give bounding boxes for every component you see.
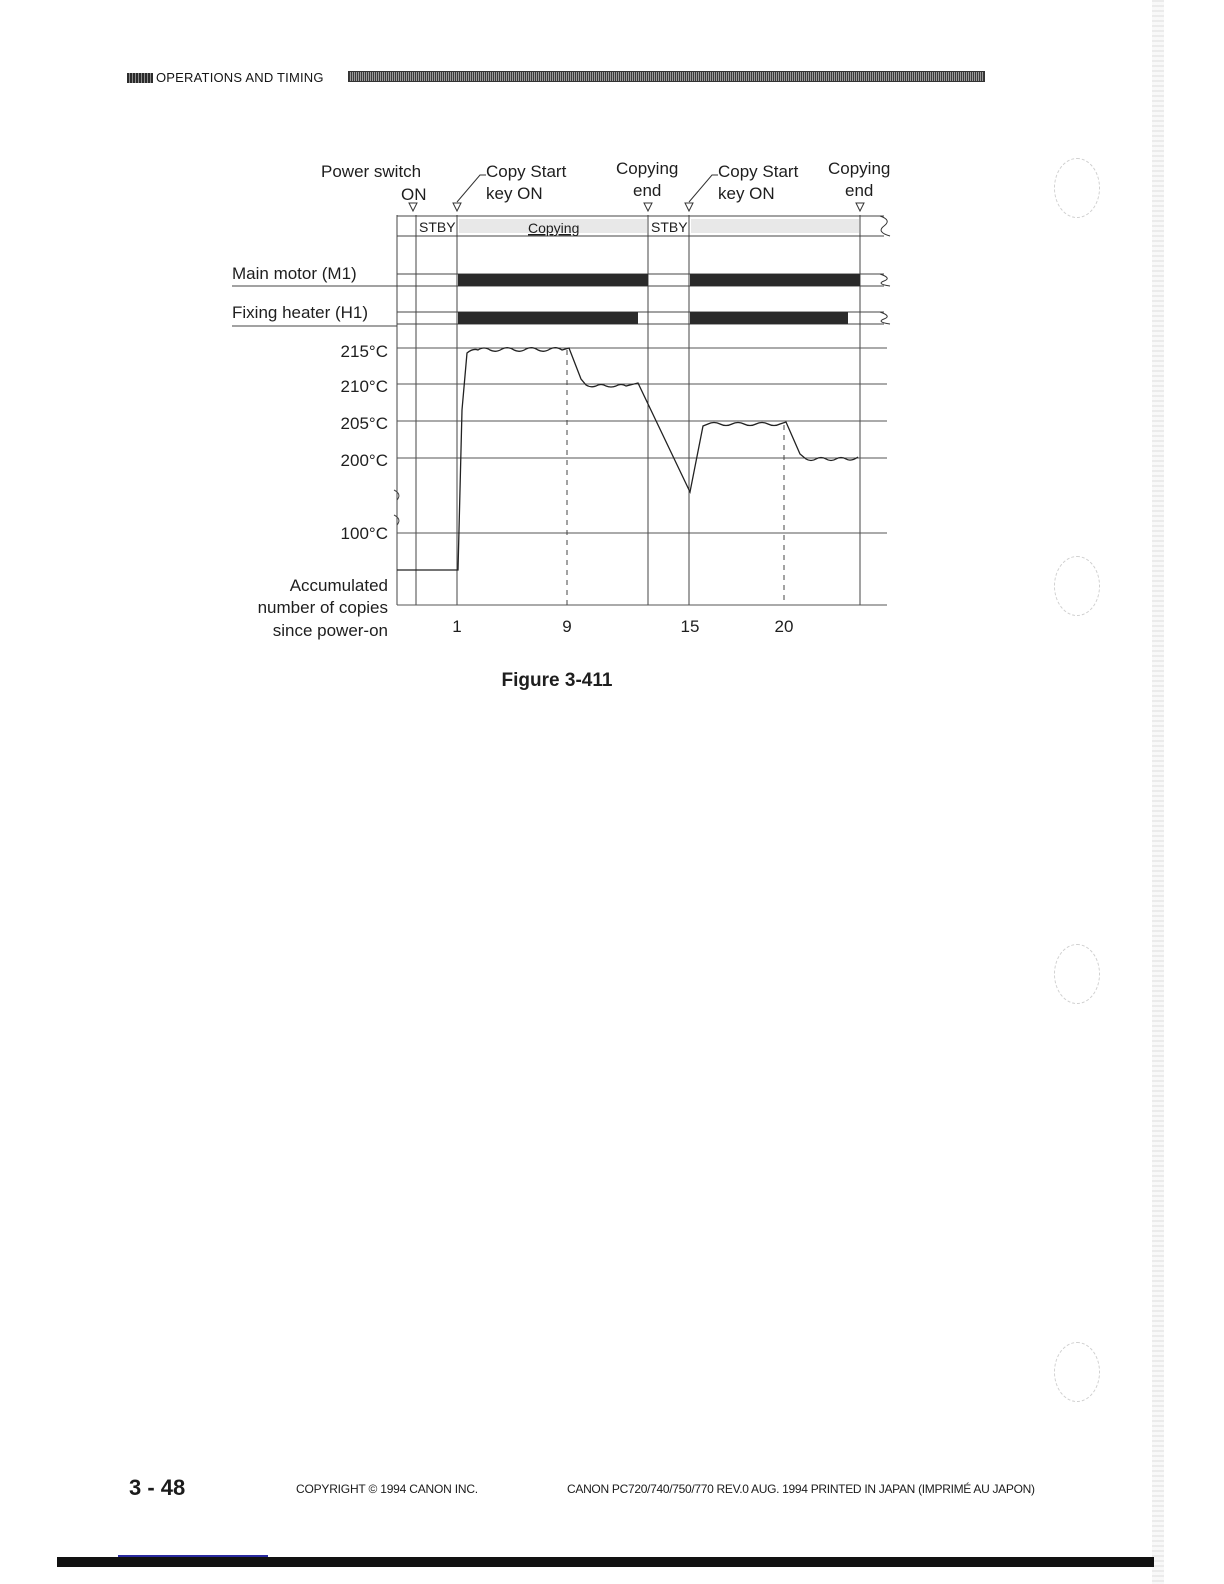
state-stby-2: STBY: [651, 219, 688, 235]
event-copy-start-1-line1: Copy Start: [486, 162, 567, 181]
marker-copy-start-2: [685, 203, 693, 211]
figure-caption: Figure 3-411: [501, 670, 613, 691]
copyright-notice: COPYRIGHT © 1994 CANON INC.: [296, 1482, 478, 1496]
fixing-temperature-curve: [397, 348, 858, 570]
temp-label-210: 210°C: [340, 377, 388, 396]
section-title: OPERATIONS AND TIMING: [156, 70, 324, 85]
event-power-switch-line1: Power switch: [321, 162, 422, 181]
temp-label-205: 205°C: [340, 414, 388, 433]
main-motor-row: [232, 264, 890, 286]
header-bar-right: [348, 71, 985, 82]
timing-diagram: [220, 150, 910, 650]
heater-on-bar-2: [690, 312, 848, 324]
copies-label-line3: since power-on: [272, 621, 388, 640]
fixing-heater-row: [232, 303, 890, 326]
marker-power-on: [409, 203, 417, 211]
copies-label-line1: Accumulated: [289, 576, 388, 595]
event-copy-start-1-line2: key ON: [486, 184, 543, 203]
event-markers: [409, 203, 864, 211]
marker-copying-end-2: [856, 203, 864, 211]
state-stby-1: STBY: [419, 219, 456, 235]
punch-hole: [1054, 556, 1100, 616]
section-header: [127, 70, 985, 85]
motor-on-bar-2: [690, 274, 860, 286]
header-bar-left: [127, 73, 153, 83]
event-copying-end-2-line2: end: [845, 181, 874, 200]
copies-label-line2: number of copies: [257, 598, 388, 617]
copy-count-1: 1: [452, 617, 462, 636]
temperature-gridlines: [397, 348, 887, 605]
event-copy-start-2-line1: Copy Start: [718, 162, 799, 181]
event-copy-start-2-line2: key ON: [718, 184, 775, 203]
punch-hole: [1054, 158, 1100, 218]
copy-count-20: 20: [774, 617, 794, 636]
punch-hole: [1054, 1342, 1100, 1402]
motor-on-bar-1: [458, 274, 648, 286]
heater-on-bar-1: [458, 312, 638, 324]
row-label-fixing-heater: Fixing heater (H1): [232, 303, 369, 322]
event-copying-end-1-line2: end: [633, 181, 662, 200]
temperature-axis: [341, 342, 388, 543]
binder-edge: [1152, 0, 1164, 1584]
copy-count-9: 9: [562, 617, 572, 636]
copy-count-15: 15: [680, 617, 700, 636]
temp-label-215: 215°C: [340, 342, 388, 361]
event-labels: [321, 159, 890, 204]
event-copying-end-1-line1: Copying: [616, 159, 679, 178]
marker-copying-end-1: [644, 203, 652, 211]
page-number: 3 - 48: [129, 1475, 186, 1500]
punch-hole: [1054, 944, 1100, 1004]
row-label-main-motor: Main motor (M1): [232, 264, 357, 283]
copies-axis: [258, 576, 794, 640]
state-row: [397, 216, 890, 236]
temp-label-100: 100°C: [340, 524, 388, 543]
projection-lines: [567, 350, 784, 605]
bottom-rule: [57, 1557, 1154, 1567]
axis-break: [394, 490, 399, 525]
state-copying: Copying: [528, 220, 580, 236]
event-power-switch-line2: ON: [401, 185, 427, 204]
temp-label-200: 200°C: [340, 451, 388, 470]
event-copying-end-2-line1: Copying: [828, 159, 891, 178]
marker-copy-start-1: [453, 203, 461, 211]
publication-info: CANON PC720/740/750/770 REV.0 AUG. 1994 PRINTED IN JAPAN (IMPRIMÉ AU JAPON): [567, 1482, 1035, 1496]
